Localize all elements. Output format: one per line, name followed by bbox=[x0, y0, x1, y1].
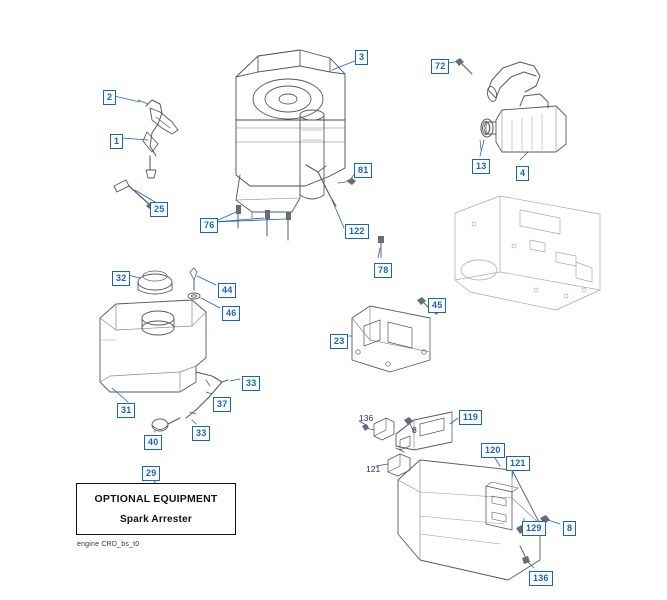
callout-81[interactable]: 81 bbox=[354, 163, 372, 178]
callout-122[interactable]: 122 bbox=[345, 224, 369, 239]
plain-label-136: 136 bbox=[359, 413, 374, 423]
deck-shield-assembly bbox=[362, 412, 550, 580]
callout-32[interactable]: 32 bbox=[112, 271, 130, 286]
callout-45[interactable]: 45 bbox=[428, 298, 446, 313]
figure-code: engine CRD_bs_t0 bbox=[77, 541, 140, 548]
callout-13[interactable]: 13 bbox=[472, 159, 490, 174]
callout-129[interactable]: 129 bbox=[522, 521, 546, 536]
callout-72[interactable]: 72 bbox=[431, 59, 449, 74]
callout-119[interactable]: 119 bbox=[459, 410, 482, 425]
callout-31[interactable]: 31 bbox=[117, 403, 135, 418]
callout-78[interactable]: 78 bbox=[374, 263, 392, 278]
optional-equipment-subtitle: Spark Arrester bbox=[120, 514, 192, 525]
optional-equipment-title: OPTIONAL EQUIPMENT bbox=[94, 493, 218, 505]
callout-33[interactable]: 33 bbox=[242, 376, 260, 391]
callout-29[interactable]: 29 bbox=[142, 466, 160, 481]
callout-1[interactable]: 1 bbox=[110, 134, 123, 149]
callout-23[interactable]: 23 bbox=[330, 334, 348, 349]
callout-25[interactable]: 25 bbox=[150, 202, 168, 217]
callout-8[interactable]: 8 bbox=[563, 521, 576, 536]
plain-label-8: 8 bbox=[412, 425, 417, 435]
callout-136[interactable]: 136 bbox=[529, 571, 553, 586]
callout-120[interactable]: 120 bbox=[481, 443, 505, 458]
muffler-assembly bbox=[455, 58, 566, 152]
callout-121[interactable]: 121 bbox=[506, 456, 530, 471]
callout-3[interactable]: 3 bbox=[355, 50, 368, 65]
callout-33[interactable]: 33 bbox=[192, 426, 210, 441]
plain-label-121: 121 bbox=[366, 464, 381, 474]
optional-equipment-box bbox=[76, 483, 236, 535]
callout-44[interactable]: 44 bbox=[218, 283, 236, 298]
callout-2[interactable]: 2 bbox=[103, 90, 116, 105]
callout-40[interactable]: 40 bbox=[144, 435, 162, 450]
throttle-control-assembly bbox=[114, 100, 178, 210]
callout-46[interactable]: 46 bbox=[222, 306, 240, 321]
chassis-frame-ghost bbox=[455, 196, 600, 310]
callout-4[interactable]: 4 bbox=[516, 166, 529, 181]
callout-76[interactable]: 76 bbox=[200, 218, 218, 233]
callout-37[interactable]: 37 bbox=[213, 397, 231, 412]
